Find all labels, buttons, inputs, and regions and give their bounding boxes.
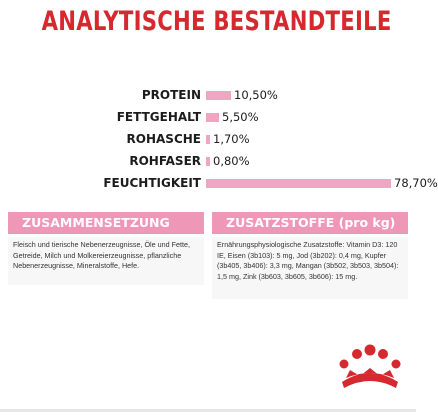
analysis-value: 5,50% <box>222 110 259 124</box>
page-title: ANALYTISCHE BESTANDTEILE <box>41 6 392 37</box>
additives-heading: ZUSATZSTOFFE (pro kg) <box>212 212 408 234</box>
analysis-value: 0,80% <box>213 154 250 168</box>
footer-rule <box>0 409 416 412</box>
analysis-row <box>0 84 416 106</box>
analysis-bar <box>206 179 391 188</box>
analysis-label: PROTEIN <box>141 88 201 102</box>
analysis-label: FETTGEHALT <box>116 110 201 124</box>
analysis-row <box>0 172 438 194</box>
analysis-bar <box>206 113 219 122</box>
analysis-row <box>0 150 416 172</box>
analysis-chart <box>0 84 438 196</box>
analysis-value: 78,70% <box>394 176 438 190</box>
composition-text: Fleisch und tierische Nebenerzeugnisse, Öle und Fette, Getreide, Milch und Molkereierzeugnisse, pflanzliche Nebenerzeugnisse, Mineralstoffe, Hefe. <box>8 237 204 285</box>
analysis-row <box>0 106 416 128</box>
royal-canin-crown-logo <box>330 334 410 404</box>
analysis-bar <box>206 135 210 144</box>
analysis-bar <box>206 157 210 166</box>
composition-heading: ZUSAMMENSETZUNG <box>8 212 204 234</box>
additives-text: Ernährungsphysiologische Zusatzstoffe: Vitamin D3: 120 IE, Eisen (3b103): 5 mg, Jod (3b202): 0,4 mg, Kupfer (3b405, 3b406): 3,3 mg, Mangan (3b502, 3b503, 3b504): 1,5 mg, Zink (3b603, 3b605, 3b606): 15 mg. <box>212 237 408 299</box>
analysis-label: ROHASCHE <box>126 132 201 146</box>
analysis-label: ROHFASER <box>129 154 201 168</box>
analysis-label: FEUCHTIGKEIT <box>103 176 201 190</box>
analysis-value: 10,50% <box>234 88 278 102</box>
analysis-value: 1,70% <box>213 132 250 146</box>
analysis-bar <box>206 91 231 100</box>
analysis-row <box>0 128 416 150</box>
